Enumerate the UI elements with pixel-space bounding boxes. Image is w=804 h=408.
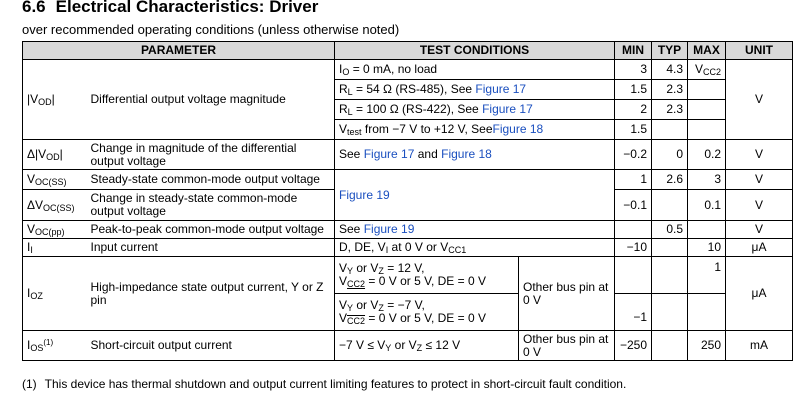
- ios-condition: −7 $V \le V_Y$ or $V_Z \le 12$ V: [335, 331, 519, 361]
- ii-min: −10: [615, 239, 652, 257]
- table-row: [23, 140, 793, 170]
- ii-max: 10: [688, 239, 726, 257]
- delta-voc-ss-description: Change in steady-state common-mode output voltage: [87, 190, 335, 221]
- vod-min-3: 2: [615, 100, 652, 120]
- header-typ: TYP: [652, 42, 688, 60]
- ioz-other-bus-pin: Other bus pin at 0 V: [519, 257, 615, 331]
- table-row: [23, 60, 793, 80]
- symbol-ios: $I_{OS}^{(1)}$: [23, 331, 87, 361]
- ios-min: −250: [615, 331, 652, 361]
- table-row: [23, 239, 793, 257]
- header-unit: UNIT: [726, 42, 793, 60]
- delta-vod-min: −0.2: [615, 140, 652, 170]
- header-parameter: PARAMETER: [23, 42, 335, 60]
- ios-description: Short-circuit output current: [87, 331, 335, 361]
- table-header-row: [23, 42, 793, 60]
- figure-19-link[interactable]: Figure 19: [363, 222, 415, 236]
- voc-pp-condition: See Figure 19: [335, 221, 615, 239]
- footnote-text: This device has thermal shutdown and output current limiting features to protect in short-circuit fault condition.: [44, 377, 627, 391]
- vod-min-4: 1.5: [615, 120, 652, 140]
- ii-description: Input current: [87, 239, 335, 257]
- delta-vod-condition: See Figure 17 and Figure 18: [335, 140, 615, 170]
- vod-description: Differential output voltage magnitude: [87, 60, 335, 140]
- header-max: MAX: [688, 42, 726, 60]
- vod-min-1: 3: [615, 60, 652, 80]
- header-min: MIN: [615, 42, 652, 60]
- voc-pp-typ: 0.5: [652, 221, 688, 239]
- voc-ss-typ: 2.6: [652, 170, 688, 190]
- symbol-voc-pp: $V_{OC(pp)}$: [23, 221, 87, 239]
- figure-17-link[interactable]: Figure 17: [363, 147, 415, 161]
- figure-19-link[interactable]: Figure 19: [339, 187, 390, 202]
- vod-condition-1: $I_O = 0$ mA, no load: [335, 60, 615, 80]
- delta-vod-unit: V: [726, 140, 793, 170]
- vod-typ-3: 2.3: [652, 100, 688, 120]
- symbol-ii: $I_I$: [23, 239, 87, 257]
- delta-vod-description: Change in magnitude of the differential output voltage: [87, 140, 335, 170]
- figure-17-link[interactable]: Figure 17: [475, 82, 527, 96]
- ii-unit: μA: [726, 239, 793, 257]
- ioz-min: −1: [615, 294, 652, 331]
- section-subtitle: over recommended operating conditions (unless otherwise noted): [22, 22, 400, 37]
- vod-typ-1: 4.3: [652, 60, 688, 80]
- voc-ss-description: Steady-state common-mode output voltage: [87, 170, 335, 190]
- vod-max-1: $V_{CC2}$: [688, 60, 726, 80]
- footnote: [22, 377, 626, 391]
- ioz-max: 1: [688, 257, 726, 294]
- voc-ss-condition: [335, 170, 615, 221]
- voc-ss-max: 3: [688, 170, 726, 190]
- voc-ss-min: 1: [615, 170, 652, 190]
- vod-condition-3: $R_L = 100$ Ω (RS-422), See Figure 17: [335, 100, 615, 120]
- symbol-ioz: $I_{OZ}$: [23, 257, 87, 331]
- header-test-conditions: TEST CONDITIONS: [335, 42, 615, 60]
- section-title: [22, 0, 318, 17]
- vod-typ-2: 2.3: [652, 80, 688, 100]
- symbol-vod: $|V_{OD}|$: [23, 60, 87, 140]
- ios-max: 250: [688, 331, 726, 361]
- section-heading: Electrical Characteristics: Driver: [55, 0, 319, 16]
- figure-18-link[interactable]: Figure 18: [492, 122, 544, 136]
- section-number: 6.6: [22, 0, 46, 16]
- voc-pp-unit: V: [726, 221, 793, 239]
- delta-vod-typ: 0: [652, 140, 688, 170]
- vod-condition-4: $V_{test}$ from −7 V to +12 V, SeeFigure 18: [335, 120, 615, 140]
- ii-condition: D, DE, $V_I$ at 0 V or $V_{CC1}$: [335, 239, 615, 257]
- table-row: [23, 221, 793, 239]
- table-row: [23, 257, 793, 294]
- figure-18-link[interactable]: Figure 18: [441, 147, 492, 161]
- delta-voc-ss-unit: V: [726, 190, 793, 221]
- ioz-unit: μA: [726, 257, 793, 331]
- footnote-number: (1): [22, 377, 37, 391]
- voc-pp-description: Peak-to-peak common-mode output voltage: [87, 221, 335, 239]
- symbol-voc-ss: $V_{OC(SS)}$: [23, 170, 87, 190]
- driver-characteristics-table: [22, 41, 793, 361]
- ioz-description: High-impedance state output current, Y or Z pin: [87, 257, 335, 331]
- ioz-condition-a: $V_Y$ or $V_Z = 12$ V, $V_{CC2} = 0$ V or 5 V, DE = 0 V: [335, 257, 519, 294]
- symbol-delta-voc-ss: $\Delta V_{OC(SS)}$: [23, 190, 87, 221]
- delta-vod-max: 0.2: [688, 140, 726, 170]
- ios-other-bus-pin: Other bus pin at 0 V: [519, 331, 615, 361]
- table-row: [23, 331, 793, 361]
- vod-condition-2: $R_L = 54$ Ω (RS-485), See Figure 17: [335, 80, 615, 100]
- vod-min-2: 1.5: [615, 80, 652, 100]
- table-row: [23, 170, 793, 190]
- figure-17-link[interactable]: Figure 17: [482, 102, 533, 116]
- delta-voc-ss-max: 0.1: [688, 190, 726, 221]
- ioz-condition-b: $V_Y$ or $V_Z = -7$ V, $V_{CC2} = 0$ V or 5 V, DE = 0 V: [335, 294, 519, 331]
- delta-voc-ss-min: −0.1: [615, 190, 652, 221]
- ios-unit: mA: [726, 331, 793, 361]
- symbol-delta-vod: $\Delta|V_{OD}|$: [23, 140, 87, 170]
- vod-unit: V: [726, 60, 793, 140]
- voc-ss-unit: V: [726, 170, 793, 190]
